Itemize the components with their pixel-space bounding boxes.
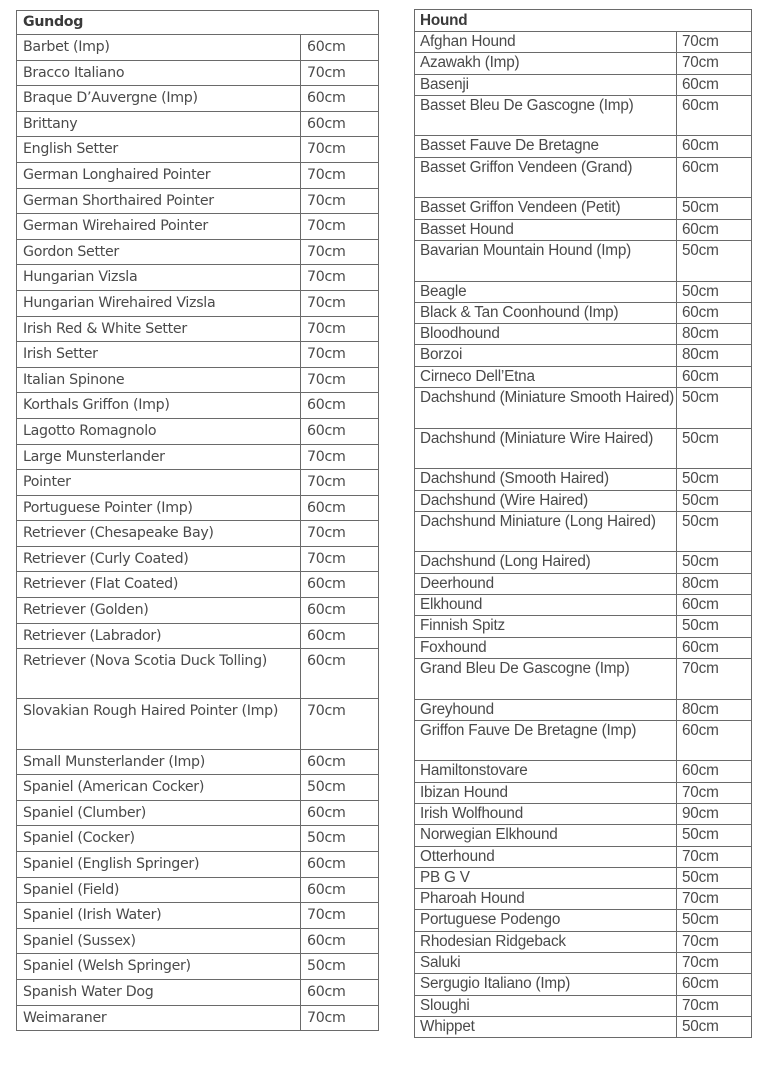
breed-height: 70cm bbox=[301, 214, 379, 240]
breed-height: 60cm bbox=[677, 95, 752, 136]
breed-name: Retriever (Labrador) bbox=[17, 623, 301, 649]
breed-height: 50cm bbox=[677, 281, 752, 302]
table-row bbox=[415, 573, 752, 594]
breed-name: Retriever (Flat Coated) bbox=[17, 572, 301, 598]
breed-name: Spaniel (English Springer) bbox=[17, 852, 301, 878]
table-row bbox=[17, 979, 379, 1005]
table-row bbox=[17, 162, 379, 188]
breed-height: 90cm bbox=[677, 803, 752, 824]
table-row bbox=[415, 699, 752, 720]
breed-name: Dachshund Miniature (Long Haired) bbox=[415, 511, 677, 552]
table-row bbox=[17, 495, 379, 521]
breed-height: 50cm bbox=[677, 511, 752, 552]
breed-height: 70cm bbox=[301, 239, 379, 265]
table-row bbox=[17, 572, 379, 598]
table-row bbox=[415, 74, 752, 95]
table-row bbox=[415, 157, 752, 198]
breed-height: 60cm bbox=[301, 393, 379, 419]
breed-height: 80cm bbox=[677, 699, 752, 720]
breed-name: Deerhound bbox=[415, 573, 677, 594]
breed-height: 60cm bbox=[301, 572, 379, 598]
table-row bbox=[415, 803, 752, 824]
table-row bbox=[415, 240, 752, 281]
table-row bbox=[415, 281, 752, 302]
hound-title: Hound bbox=[415, 10, 752, 32]
breed-height: 60cm bbox=[301, 495, 379, 521]
table-row bbox=[17, 598, 379, 624]
breed-name: Basset Hound bbox=[415, 219, 677, 240]
breed-name: Barbet (Imp) bbox=[17, 35, 301, 61]
table-row bbox=[17, 928, 379, 954]
breed-height: 60cm bbox=[301, 35, 379, 61]
breed-height: 60cm bbox=[301, 877, 379, 903]
breed-name: Retriever (Golden) bbox=[17, 598, 301, 624]
table-row bbox=[415, 302, 752, 323]
breed-name: Gordon Setter bbox=[17, 239, 301, 265]
breed-name: Elkhound bbox=[415, 595, 677, 616]
breed-height: 70cm bbox=[301, 316, 379, 342]
breed-height: 60cm bbox=[301, 979, 379, 1005]
breed-name: Large Munsterlander bbox=[17, 444, 301, 470]
breed-name: Basset Bleu De Gascogne (Imp) bbox=[415, 95, 677, 136]
breed-name: Bavarian Mountain Hound (Imp) bbox=[415, 240, 677, 281]
breed-name: Rhodesian Ridgeback bbox=[415, 931, 677, 952]
breed-name: Azawakh (Imp) bbox=[415, 53, 677, 74]
hound-table bbox=[414, 9, 752, 1038]
breed-name: Dachshund (Miniature Wire Haired) bbox=[415, 428, 677, 469]
table-row bbox=[415, 889, 752, 910]
table-row bbox=[415, 136, 752, 157]
table-row bbox=[415, 345, 752, 366]
breed-height: 60cm bbox=[677, 637, 752, 658]
table-row bbox=[17, 342, 379, 368]
breed-height: 60cm bbox=[677, 366, 752, 387]
breed-height: 70cm bbox=[301, 137, 379, 163]
breed-height: 80cm bbox=[677, 345, 752, 366]
table-row bbox=[17, 111, 379, 137]
table-row bbox=[17, 60, 379, 86]
gundog-title: Gundog bbox=[17, 11, 379, 35]
table-row bbox=[415, 720, 752, 761]
breed-name: Basset Fauve De Bretagne bbox=[415, 136, 677, 157]
breed-name: Cirneco Dell’Etna bbox=[415, 366, 677, 387]
table-row bbox=[415, 366, 752, 387]
table-row bbox=[415, 953, 752, 974]
breed-height: 50cm bbox=[677, 1016, 752, 1037]
table-row bbox=[415, 469, 752, 490]
table-row bbox=[17, 86, 379, 112]
table-row bbox=[17, 265, 379, 291]
breed-name: Retriever (Nova Scotia Duck Tolling) bbox=[17, 649, 301, 699]
breed-height: 70cm bbox=[677, 995, 752, 1016]
breed-height: 60cm bbox=[301, 852, 379, 878]
breed-name: Ibizan Hound bbox=[415, 782, 677, 803]
breed-height: 50cm bbox=[301, 954, 379, 980]
breed-name: Afghan Hound bbox=[415, 32, 677, 53]
gundog-table bbox=[16, 10, 379, 1031]
breed-name: Griffon Fauve De Bretagne (Imp) bbox=[415, 720, 677, 761]
breed-height: 70cm bbox=[301, 470, 379, 496]
table-row bbox=[17, 546, 379, 572]
table-row bbox=[415, 32, 752, 53]
breed-name: English Setter bbox=[17, 137, 301, 163]
breed-height: 50cm bbox=[677, 428, 752, 469]
breed-name: Weimaraner bbox=[17, 1005, 301, 1031]
breed-name: Retriever (Chesapeake Bay) bbox=[17, 521, 301, 547]
breed-height: 50cm bbox=[677, 240, 752, 281]
breed-name: Irish Setter bbox=[17, 342, 301, 368]
breed-name: Hamiltonstovare bbox=[415, 761, 677, 782]
breed-name: Black & Tan Coonhound (Imp) bbox=[415, 302, 677, 323]
table-row bbox=[415, 95, 752, 136]
table-row bbox=[17, 800, 379, 826]
breed-name: Irish Red & White Setter bbox=[17, 316, 301, 342]
table-row bbox=[17, 290, 379, 316]
breed-name: Portuguese Podengo bbox=[415, 910, 677, 931]
breed-height: 50cm bbox=[677, 469, 752, 490]
breed-name: Dachshund (Smooth Haired) bbox=[415, 469, 677, 490]
breed-height: 70cm bbox=[301, 162, 379, 188]
breed-height: 70cm bbox=[301, 546, 379, 572]
breed-name: Basset Griffon Vendeen (Grand) bbox=[415, 157, 677, 198]
table-row bbox=[415, 637, 752, 658]
breed-height: 70cm bbox=[301, 60, 379, 86]
table-row bbox=[17, 775, 379, 801]
breed-name: German Shorthaired Pointer bbox=[17, 188, 301, 214]
breed-height: 50cm bbox=[301, 826, 379, 852]
breed-height: 60cm bbox=[301, 623, 379, 649]
breed-name: Dachshund (Long Haired) bbox=[415, 552, 677, 573]
breed-height: 70cm bbox=[301, 342, 379, 368]
breed-height: 70cm bbox=[677, 931, 752, 952]
breed-height: 50cm bbox=[677, 825, 752, 846]
breed-name: Bloodhound bbox=[415, 324, 677, 345]
breed-name: Whippet bbox=[415, 1016, 677, 1037]
hound-body bbox=[415, 10, 752, 1038]
breed-height: 60cm bbox=[301, 598, 379, 624]
breed-name: German Longhaired Pointer bbox=[17, 162, 301, 188]
breed-height: 50cm bbox=[677, 867, 752, 888]
breed-name: Spaniel (Cocker) bbox=[17, 826, 301, 852]
table-row bbox=[17, 418, 379, 444]
breed-name: Spaniel (Clumber) bbox=[17, 800, 301, 826]
table-row bbox=[415, 595, 752, 616]
table-row bbox=[17, 649, 379, 699]
breed-name: PB G V bbox=[415, 867, 677, 888]
breed-height: 70cm bbox=[301, 699, 379, 749]
breed-height: 70cm bbox=[301, 367, 379, 393]
breed-height: 60cm bbox=[677, 157, 752, 198]
breed-height: 50cm bbox=[677, 910, 752, 931]
breed-name: Italian Spinone bbox=[17, 367, 301, 393]
breed-name: Small Munsterlander (Imp) bbox=[17, 749, 301, 775]
breed-name: Saluki bbox=[415, 953, 677, 974]
breed-name: Grand Bleu De Gascogne (Imp) bbox=[415, 658, 677, 699]
breed-name: Brittany bbox=[17, 111, 301, 137]
breed-name: Hungarian Wirehaired Vizsla bbox=[17, 290, 301, 316]
breed-name: Korthals Griffon (Imp) bbox=[17, 393, 301, 419]
breed-height: 60cm bbox=[677, 136, 752, 157]
breed-height: 60cm bbox=[677, 761, 752, 782]
breed-height: 60cm bbox=[301, 86, 379, 112]
table-row bbox=[415, 324, 752, 345]
breed-height: 60cm bbox=[301, 800, 379, 826]
table-row bbox=[17, 35, 379, 61]
breed-name: Spanish Water Dog bbox=[17, 979, 301, 1005]
breed-name: Pointer bbox=[17, 470, 301, 496]
breed-height: 70cm bbox=[677, 846, 752, 867]
breed-height: 60cm bbox=[677, 974, 752, 995]
breed-height: 60cm bbox=[301, 111, 379, 137]
breed-name: Sergugio Italiano (Imp) bbox=[415, 974, 677, 995]
table-row bbox=[17, 903, 379, 929]
table-row bbox=[415, 995, 752, 1016]
table-row bbox=[17, 367, 379, 393]
breed-name: Braque D’Auvergne (Imp) bbox=[17, 86, 301, 112]
table-row bbox=[17, 1005, 379, 1031]
breed-height: 60cm bbox=[677, 219, 752, 240]
breed-height: 60cm bbox=[677, 720, 752, 761]
breed-name: Spaniel (American Cocker) bbox=[17, 775, 301, 801]
table-row bbox=[415, 910, 752, 931]
breed-height: 60cm bbox=[301, 749, 379, 775]
breed-name: Pharoah Hound bbox=[415, 889, 677, 910]
table-row bbox=[17, 214, 379, 240]
table-row bbox=[17, 623, 379, 649]
table-row bbox=[415, 198, 752, 219]
gundog-body bbox=[17, 11, 379, 1031]
breed-height: 50cm bbox=[677, 616, 752, 637]
table-row bbox=[415, 931, 752, 952]
breed-height: 80cm bbox=[677, 573, 752, 594]
table-row bbox=[17, 852, 379, 878]
breed-name: Dachshund (Wire Haired) bbox=[415, 490, 677, 511]
table-row bbox=[17, 699, 379, 749]
breed-height: 70cm bbox=[301, 444, 379, 470]
breed-height: 50cm bbox=[677, 388, 752, 429]
breed-height: 70cm bbox=[301, 265, 379, 291]
table-row bbox=[415, 974, 752, 995]
table-row bbox=[415, 428, 752, 469]
breed-height: 60cm bbox=[301, 928, 379, 954]
breed-name: Bracco Italiano bbox=[17, 60, 301, 86]
breed-name: Lagotto Romagnolo bbox=[17, 418, 301, 444]
table-row bbox=[17, 137, 379, 163]
breed-height: 70cm bbox=[301, 290, 379, 316]
table-row bbox=[415, 782, 752, 803]
table-row bbox=[17, 444, 379, 470]
breed-name: Slovakian Rough Haired Pointer (Imp) bbox=[17, 699, 301, 749]
breed-name: Norwegian Elkhound bbox=[415, 825, 677, 846]
breed-height: 70cm bbox=[677, 782, 752, 803]
breed-height: 50cm bbox=[677, 490, 752, 511]
breed-name: Spaniel (Irish Water) bbox=[17, 903, 301, 929]
table-row bbox=[415, 867, 752, 888]
breed-height: 60cm bbox=[677, 302, 752, 323]
breed-name: Borzoi bbox=[415, 345, 677, 366]
table-row bbox=[415, 219, 752, 240]
breed-height: 70cm bbox=[677, 658, 752, 699]
hound-header-row bbox=[415, 10, 752, 32]
table-row bbox=[415, 552, 752, 573]
breed-height: 70cm bbox=[301, 521, 379, 547]
breed-height: 50cm bbox=[301, 775, 379, 801]
table-row bbox=[17, 877, 379, 903]
breed-name: Sloughi bbox=[415, 995, 677, 1016]
table-row bbox=[415, 388, 752, 429]
breed-height: 80cm bbox=[677, 324, 752, 345]
breed-height: 60cm bbox=[677, 74, 752, 95]
table-row bbox=[415, 761, 752, 782]
breed-height: 70cm bbox=[301, 903, 379, 929]
table-row bbox=[17, 188, 379, 214]
breed-name: Basenji bbox=[415, 74, 677, 95]
gundog-header-row bbox=[17, 11, 379, 35]
breed-name: Portuguese Pointer (Imp) bbox=[17, 495, 301, 521]
table-row bbox=[17, 393, 379, 419]
table-row bbox=[415, 490, 752, 511]
table-row bbox=[17, 470, 379, 496]
table-row bbox=[415, 846, 752, 867]
breed-height: 50cm bbox=[677, 552, 752, 573]
breed-name: Greyhound bbox=[415, 699, 677, 720]
breed-name: German Wirehaired Pointer bbox=[17, 214, 301, 240]
breed-height: 60cm bbox=[301, 418, 379, 444]
table-row bbox=[17, 521, 379, 547]
table-row bbox=[17, 749, 379, 775]
breed-height: 70cm bbox=[301, 1005, 379, 1031]
breed-name: Finnish Spitz bbox=[415, 616, 677, 637]
breed-name: Spaniel (Welsh Springer) bbox=[17, 954, 301, 980]
breed-height: 60cm bbox=[677, 595, 752, 616]
breed-height: 70cm bbox=[677, 889, 752, 910]
table-row bbox=[415, 1016, 752, 1037]
breed-height: 50cm bbox=[677, 198, 752, 219]
breed-name: Retriever (Curly Coated) bbox=[17, 546, 301, 572]
breed-name: Spaniel (Sussex) bbox=[17, 928, 301, 954]
table-row bbox=[17, 239, 379, 265]
table-row bbox=[415, 825, 752, 846]
table-row bbox=[415, 616, 752, 637]
breed-name: Basset Griffon Vendeen (Petit) bbox=[415, 198, 677, 219]
breed-name: Otterhound bbox=[415, 846, 677, 867]
table-row bbox=[415, 511, 752, 552]
breed-name: Hungarian Vizsla bbox=[17, 265, 301, 291]
table-row bbox=[17, 954, 379, 980]
breed-name: Beagle bbox=[415, 281, 677, 302]
breed-height: 70cm bbox=[677, 32, 752, 53]
breed-height: 70cm bbox=[301, 188, 379, 214]
breed-name: Foxhound bbox=[415, 637, 677, 658]
breed-height: 70cm bbox=[677, 953, 752, 974]
breed-name: Irish Wolfhound bbox=[415, 803, 677, 824]
breed-name: Dachshund (Miniature Smooth Haired) bbox=[415, 388, 677, 429]
table-row bbox=[415, 53, 752, 74]
table-row bbox=[17, 826, 379, 852]
table-row bbox=[17, 316, 379, 342]
breed-height: 60cm bbox=[301, 649, 379, 699]
breed-height: 70cm bbox=[677, 53, 752, 74]
breed-name: Spaniel (Field) bbox=[17, 877, 301, 903]
table-row bbox=[415, 658, 752, 699]
